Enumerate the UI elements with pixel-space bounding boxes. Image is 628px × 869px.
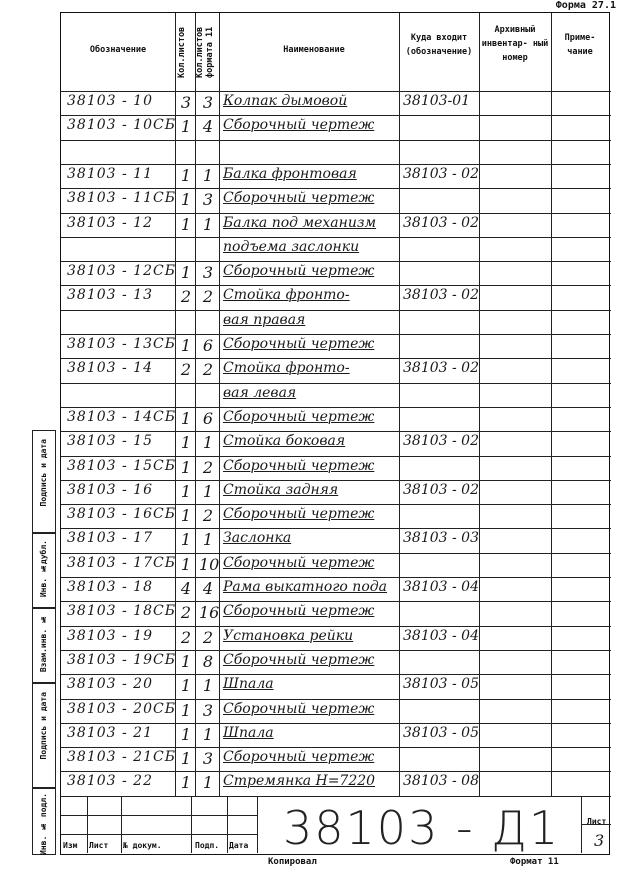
- row-sheet-count: 1: [180, 433, 192, 453]
- row-format-count: 10: [199, 554, 220, 574]
- row-format-count: 4: [202, 579, 214, 598]
- row-sheet-count: 1: [180, 481, 192, 501]
- grid-hline: [61, 796, 611, 797]
- header-kol-listov: Кол.листов: [177, 26, 187, 78]
- side-cell-vzam-inv: [32, 608, 56, 683]
- row-name: Сборочный чертеж: [223, 554, 375, 571]
- row-name: Стойка задняя: [223, 481, 339, 498]
- row-name: Установка рейки: [223, 627, 354, 644]
- row-sheet-count: 1: [180, 408, 192, 428]
- row-code: 38103 - 10: [67, 93, 153, 109]
- row-destination: 38103 - 04: [403, 627, 479, 644]
- row-destination: 38103 - 02: [403, 360, 479, 377]
- row-destination: 38103 - 02: [403, 214, 479, 231]
- row-name: вая правая: [223, 311, 306, 328]
- footer-izm: Изм: [63, 841, 78, 850]
- row-name: вая левая: [223, 384, 297, 401]
- header-oboznachenie: Обозначение: [89, 45, 147, 55]
- row-name: Сборочный чертеж: [223, 603, 375, 620]
- table-row: [61, 771, 611, 795]
- grid-hline: [61, 834, 257, 835]
- footer-list-label: Лист: [587, 817, 607, 826]
- header-naimenovanie: Наименование: [283, 45, 345, 55]
- row-format-count: 3: [202, 749, 214, 769]
- row-code: 38103 - 14: [67, 360, 153, 377]
- row-sheet-count: 1: [180, 700, 192, 720]
- side-label: Инв. № подл.: [39, 793, 48, 855]
- row-name: Сборочный чертеж: [223, 117, 375, 134]
- row-sheet-count: 1: [180, 263, 192, 283]
- row-sheet-count: 2: [180, 603, 192, 623]
- row-name: Балка под механизм: [223, 214, 377, 231]
- table-row: [61, 237, 611, 261]
- row-name: Шпала: [223, 676, 274, 693]
- table-row: [61, 261, 611, 285]
- row-format-count: 2: [202, 627, 214, 647]
- row-format-count: 2: [202, 457, 214, 477]
- table-row: [61, 553, 611, 577]
- row-sheet-count: 4: [180, 579, 192, 598]
- row-sheet-count: 2: [180, 360, 192, 380]
- row-code: 38103 - 20СБ: [67, 700, 176, 717]
- grid-vline: [257, 796, 258, 853]
- table-row: [61, 601, 611, 625]
- row-code: 38103 - 16СБ: [67, 506, 176, 523]
- table-row: [61, 480, 611, 504]
- row-code: 38103 - 19: [67, 627, 153, 644]
- row-sheet-count: 3: [180, 93, 192, 112]
- table-row: [61, 383, 611, 407]
- row-name: Стойка фронто-: [223, 287, 350, 304]
- side-cell-signature-date-2: [32, 683, 56, 788]
- row-name: Рама выкатного пода: [223, 579, 387, 595]
- row-format-count: 3: [202, 190, 214, 210]
- side-cell-signature-date-1: [32, 430, 56, 533]
- row-format-count: 1: [202, 724, 214, 744]
- row-sheet-count: 2: [180, 287, 192, 307]
- row-destination: 38103 - 05: [403, 724, 479, 741]
- row-format-count: 2: [202, 287, 214, 307]
- row-name: Заслонка: [223, 530, 292, 547]
- row-code: 38103 - 13: [67, 287, 153, 304]
- row-format-count: 1: [202, 773, 214, 793]
- table-row: [61, 285, 611, 309]
- table-row: [61, 723, 611, 747]
- table-row: [61, 188, 611, 212]
- row-name: Сборочный чертеж: [223, 700, 375, 717]
- grid-vline: [227, 796, 228, 853]
- row-code: 38103 - 22: [67, 773, 153, 790]
- row-sheet-count: 1: [180, 773, 192, 793]
- side-cell-inv-podl: [32, 788, 56, 855]
- row-destination: 38103 - 04: [403, 579, 479, 595]
- row-name: Балка фронтовая: [223, 165, 357, 182]
- table-row: [61, 431, 611, 455]
- row-destination: 38103 - 02: [403, 165, 479, 182]
- footer-podp: Подп.: [195, 841, 220, 850]
- row-sheet-count: 1: [180, 749, 192, 769]
- format-label: Формат 11: [510, 857, 559, 867]
- row-format-count: 8: [202, 651, 214, 671]
- header-kol-listov-formata: Кол.листов формата 11: [195, 26, 215, 78]
- table-row: [61, 674, 611, 698]
- row-sheet-count: 1: [180, 651, 192, 671]
- side-label: Подпись и дата: [39, 439, 48, 507]
- row-code: 38103 - 21: [67, 724, 153, 741]
- row-format-count: 1: [202, 530, 214, 550]
- document-code: 38103 - Д1: [283, 801, 561, 855]
- row-name: Колпак дымовой: [223, 93, 348, 109]
- table-row: [61, 140, 611, 164]
- table-row: [61, 358, 611, 382]
- footer-data: Дата: [229, 841, 249, 850]
- grid-vline: [87, 796, 88, 853]
- grid-vline: [191, 796, 192, 853]
- row-format-count: 6: [202, 336, 214, 355]
- side-label: Взам.инв. №: [39, 615, 48, 673]
- table-row: [61, 407, 611, 431]
- row-format-count: 2: [202, 360, 214, 380]
- table-row: [61, 91, 611, 115]
- row-destination: 38103 - 02: [403, 287, 479, 304]
- table-row: [61, 334, 611, 358]
- table-row: [61, 456, 611, 480]
- row-name: подъема заслонки: [223, 238, 360, 255]
- header-primechanie: Приме- чание: [564, 33, 596, 57]
- specification-sheet: [60, 12, 610, 855]
- table-row: [61, 164, 611, 188]
- row-name: Шпала: [223, 724, 274, 741]
- side-label: Подпись и дата: [39, 692, 48, 760]
- row-code: 38103 - 19СБ: [67, 651, 176, 668]
- row-code: 38103 - 15: [67, 433, 153, 450]
- row-sheet-count: 1: [180, 336, 192, 355]
- kopiroval-label: Копировал: [268, 857, 317, 867]
- row-sheet-count: 1: [180, 117, 192, 137]
- row-destination: 38103 - 03: [403, 530, 479, 547]
- row-format-count: 1: [202, 433, 214, 453]
- row-destination: 38103-01: [403, 93, 471, 109]
- row-code: 38103 - 21СБ: [67, 749, 176, 766]
- row-name: Сборочный чертеж: [223, 651, 375, 668]
- row-format-count: 1: [202, 676, 214, 696]
- row-code: 38103 - 13СБ: [67, 336, 176, 352]
- grid-vline: [121, 796, 122, 853]
- row-name: Сборочный чертеж: [223, 190, 375, 207]
- header-kuda-vhodit: Куда входит (обозначение): [405, 33, 473, 57]
- row-destination: 38103 - 05: [403, 676, 479, 693]
- row-code: 38103 - 20: [67, 676, 153, 693]
- row-code: 38103 - 11СБ: [67, 190, 176, 207]
- row-code: 38103 - 12СБ: [67, 263, 176, 280]
- table-row: [61, 699, 611, 723]
- grid-hline: [61, 815, 257, 816]
- table-row: [61, 310, 611, 334]
- row-code: 38103 - 17СБ: [67, 554, 176, 571]
- row-name: Сборочный чертеж: [223, 749, 375, 766]
- form-number: Форма 27.1: [555, 0, 616, 11]
- row-format-count: 6: [202, 408, 214, 428]
- row-code: 38103 - 12: [67, 214, 153, 231]
- row-destination: 38103 - 08: [403, 773, 479, 790]
- row-format-count: 3: [202, 93, 214, 112]
- row-format-count: 1: [202, 214, 214, 234]
- row-sheet-count: 2: [180, 627, 192, 647]
- footer-list-number: 3: [594, 831, 605, 850]
- table-row: [61, 747, 611, 771]
- row-sheet-count: 1: [180, 554, 192, 574]
- row-name: Стремянка Н=7220: [223, 773, 376, 790]
- row-code: 38103 - 18: [67, 579, 153, 595]
- row-sheet-count: 1: [180, 165, 192, 185]
- row-name: Сборочный чертеж: [223, 336, 375, 352]
- row-name: Сборочный чертеж: [223, 506, 375, 523]
- table-row: [61, 504, 611, 528]
- row-code: 38103 - 18СБ: [67, 603, 176, 620]
- row-code: 38103 - 10СБ: [67, 117, 176, 134]
- row-sheet-count: 1: [180, 506, 192, 526]
- row-format-count: 16: [199, 603, 220, 623]
- row-code: 38103 - 14СБ: [67, 408, 176, 425]
- row-name: Стойка фронто-: [223, 360, 350, 377]
- table-row: [61, 528, 611, 552]
- row-format-count: 2: [202, 506, 214, 526]
- table-row: [61, 626, 611, 650]
- row-sheet-count: 1: [180, 214, 192, 234]
- row-code: 38103 - 17: [67, 530, 153, 547]
- row-code: 38103 - 16: [67, 481, 153, 498]
- table-row: [61, 213, 611, 237]
- side-cell-inv-dubl: [32, 533, 56, 608]
- table-row: [61, 650, 611, 674]
- table-row: [61, 577, 611, 601]
- footer-dokum: № докум.: [123, 841, 162, 850]
- row-destination: 38103 - 02: [403, 433, 479, 450]
- row-sheet-count: 1: [180, 457, 192, 477]
- row-name: Сборочный чертеж: [223, 408, 375, 425]
- table-row: [61, 115, 611, 139]
- row-format-count: 1: [202, 481, 214, 501]
- row-code: 38103 - 11: [67, 165, 153, 182]
- row-format-count: 3: [202, 700, 214, 720]
- row-sheet-count: 1: [180, 724, 192, 744]
- footer-list: Лист: [89, 841, 109, 850]
- row-name: Сборочный чертеж: [223, 457, 375, 474]
- row-name: Сборочный чертеж: [223, 263, 375, 280]
- row-sheet-count: 1: [180, 190, 192, 210]
- row-destination: 38103 - 02: [403, 481, 479, 498]
- row-sheet-count: 1: [180, 530, 192, 550]
- side-label: Инв. №дубл.: [39, 540, 48, 598]
- row-format-count: 4: [202, 117, 214, 137]
- row-format-count: 1: [202, 165, 214, 185]
- row-name: Стойка боковая: [223, 433, 346, 450]
- row-sheet-count: 1: [180, 676, 192, 696]
- header-arhivnyi: Архивный инвентар- ный номер: [481, 25, 549, 63]
- row-code: 38103 - 15СБ: [67, 457, 176, 474]
- row-format-count: 3: [202, 263, 214, 283]
